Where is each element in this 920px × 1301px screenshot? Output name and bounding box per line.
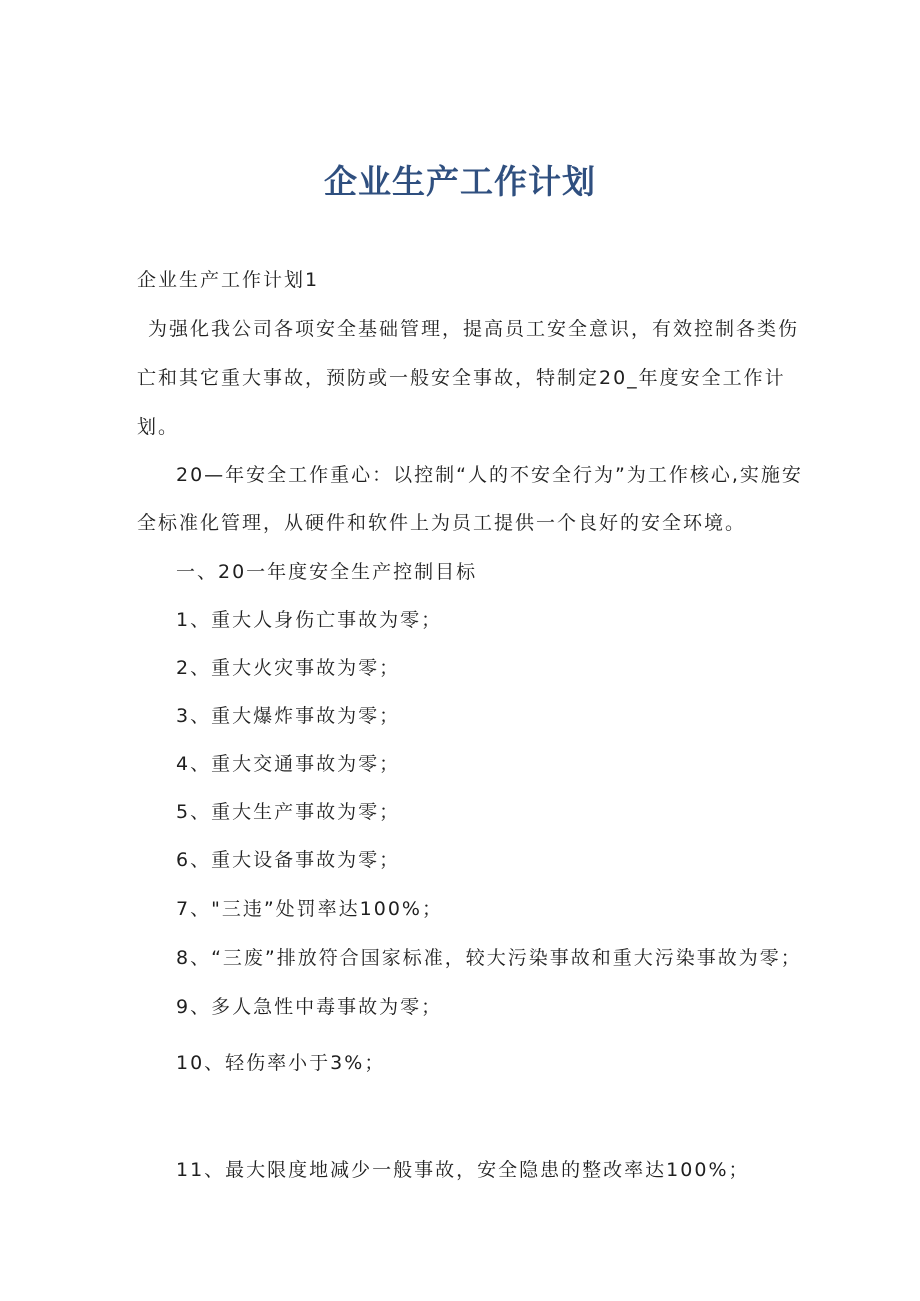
goal-item: 5、重大生产事故为零；: [176, 801, 401, 823]
intro-line: 划。: [137, 416, 180, 438]
intro-line: 亡和其它重大事故，预防或一般安全事故，特制定20_年度安全工作计: [137, 367, 786, 389]
section-heading: 企业生产工作计划1: [137, 269, 320, 291]
goal-item: 2、重大火灾事故为零；: [176, 657, 401, 679]
goal-item: 9、多人急性中毒事故为零；: [176, 996, 443, 1018]
goal-item: 1、重大人身伤亡事故为零；: [176, 609, 443, 631]
goal-item: 3、重大爆炸事故为零；: [176, 705, 401, 727]
intro-line: 为强化我公司各项安全基础管理，提高员工安全意识，有效控制各类伤: [148, 318, 800, 340]
goal-item: 8、“三废”排放符合国家标准，较大污染事故和重大污染事故为零；: [176, 947, 802, 969]
focus-line: 全标准化管理，从硬件和软件上为员工提供一个良好的安全环境。: [137, 512, 747, 534]
goal-item: 6、重大设备事故为零；: [176, 849, 401, 871]
goals-heading: 一、20一年度安全生产控制目标: [176, 561, 478, 583]
goal-item: 10、轻伤率小于3%；: [176, 1052, 386, 1074]
goal-item: 11、最大限度地减少一般事故，安全隐患的整改率达100%；: [176, 1159, 750, 1181]
goal-item: 7、"三违”处罚率达100%；: [176, 898, 443, 920]
focus-line: 20—年安全工作重心：以控制“人的不安全行为”为工作核心,实施安: [176, 464, 803, 486]
document-title: 企业生产工作计划: [324, 162, 596, 201]
goal-item: 4、重大交通事故为零；: [176, 753, 401, 775]
